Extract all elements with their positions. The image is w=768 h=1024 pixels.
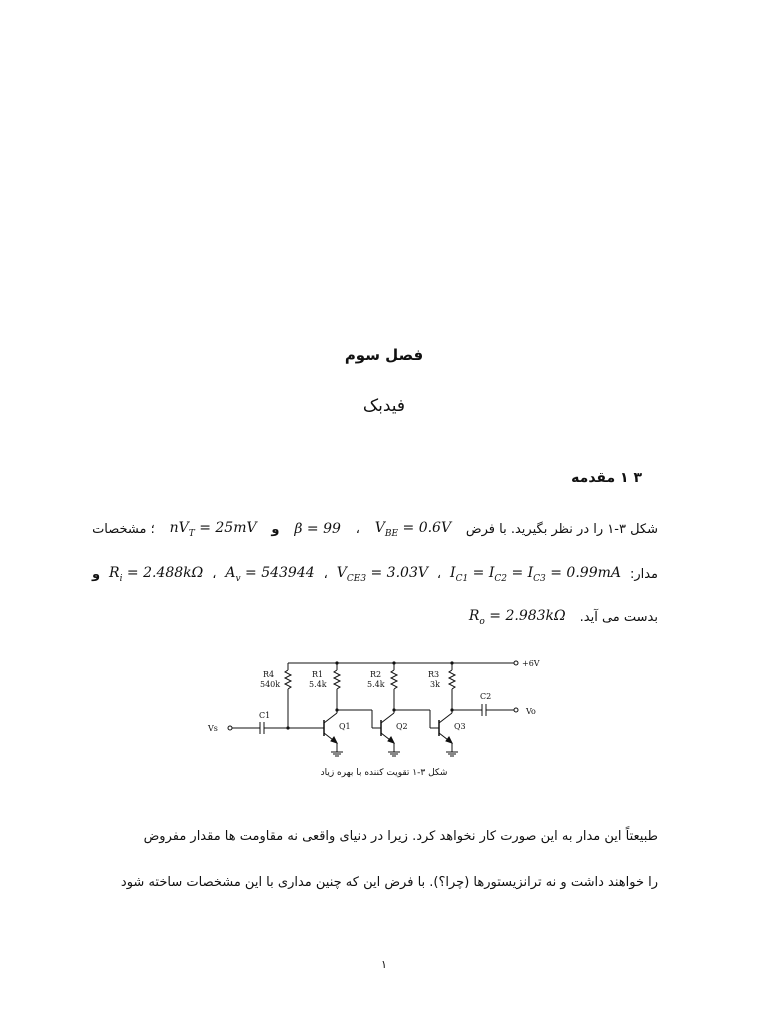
r2-name: R2 xyxy=(370,670,382,679)
section-heading: ۳ ۱ مقدمه xyxy=(571,470,642,486)
intro-line2-text-a: مدار: xyxy=(629,566,658,582)
r2-resistor xyxy=(391,670,397,689)
chapter-title: فصل سوم xyxy=(344,346,424,364)
intro-line1-text-b: ؛ مشخصات xyxy=(92,521,155,537)
r3-value: 3k xyxy=(430,680,440,689)
input-terminal xyxy=(228,726,232,730)
r1-value: 5.4k xyxy=(309,680,327,689)
intro-line-3 xyxy=(92,604,658,630)
r1-resistor xyxy=(334,670,340,689)
amplifier-circuit-diagram xyxy=(196,650,576,785)
intro-line-1: شکل ۳-۱ را در نظر بگیرید. با فرض $V_{BE} = 0.6V$ ، β = 99 و $nV_T = 25mV$ ؛ مشخصات xyxy=(92,519,658,539)
av-expression: $A_v = 543944$ xyxy=(225,564,315,584)
ro-expression: $R_o = 2.983k\Omega$ xyxy=(468,607,566,627)
input-label: Vs xyxy=(208,724,218,733)
c2-label: C2 xyxy=(480,692,492,701)
output-terminal xyxy=(514,708,518,712)
body-line-1: طبیعتاً این مدار به این صورت کار نخواهد کرد. زیرا در دنیای واقعی نه مقاومت ها مقدار مفروض xyxy=(143,828,658,844)
figure-caption: شکل ۳-۱ تقویت کننده با بهره زیاد xyxy=(320,768,448,778)
q2-label: Q2 xyxy=(396,722,408,731)
body-line-2: را خواهند داشت و نه ترانزیستورها (چرا؟). با فرض این که چنین مداری با این مشخصات ساخته شود xyxy=(120,874,658,890)
r4-value: 540k xyxy=(260,680,281,689)
r1-name: R1 xyxy=(312,670,324,679)
supply-terminal xyxy=(514,661,518,665)
beta-expression: β = 99 xyxy=(294,521,341,537)
supply-label: +6V xyxy=(522,659,540,668)
r3-name: R3 xyxy=(428,670,440,679)
vbe-expression: $V_{BE} = 0.6V$ xyxy=(374,519,452,539)
q1-label: Q1 xyxy=(339,722,351,731)
output-label: Vo xyxy=(526,707,536,716)
page-number: ۱ xyxy=(381,958,387,971)
r4-name: R4 xyxy=(263,670,275,679)
nvt-expression: $nV_T = 25mV$ xyxy=(169,519,257,539)
r4-resistor xyxy=(285,670,291,689)
q3-label: Q3 xyxy=(454,722,466,731)
intro-line-2: مدار: $I_{C1} = I_{C2} = I_{C3} = 0.99mA$ ، $V_{CE3} = 3.03V$ ، $A_v = 543944$ ، $R_i = 2.488k\Omega$ و xyxy=(92,564,658,584)
ri-expression: $R_i = 2.488k\Omega$ xyxy=(109,564,204,584)
intro-line3-text: بدست می آید. xyxy=(579,609,658,625)
r2-value: 5.4k xyxy=(367,680,385,689)
ic-expression: $I_{C1} = I_{C2} = I_{C3} = 0.99mA$ xyxy=(450,564,621,584)
c1-label: C1 xyxy=(259,711,271,720)
vce-expression: $V_{CE3} = 3.03V$ xyxy=(336,564,428,584)
chapter-subtitle: فیدبک xyxy=(362,396,406,416)
r3-resistor xyxy=(449,670,455,689)
intro-line1-text-a: شکل ۳-۱ را در نظر بگیرید. با فرض xyxy=(465,521,658,537)
